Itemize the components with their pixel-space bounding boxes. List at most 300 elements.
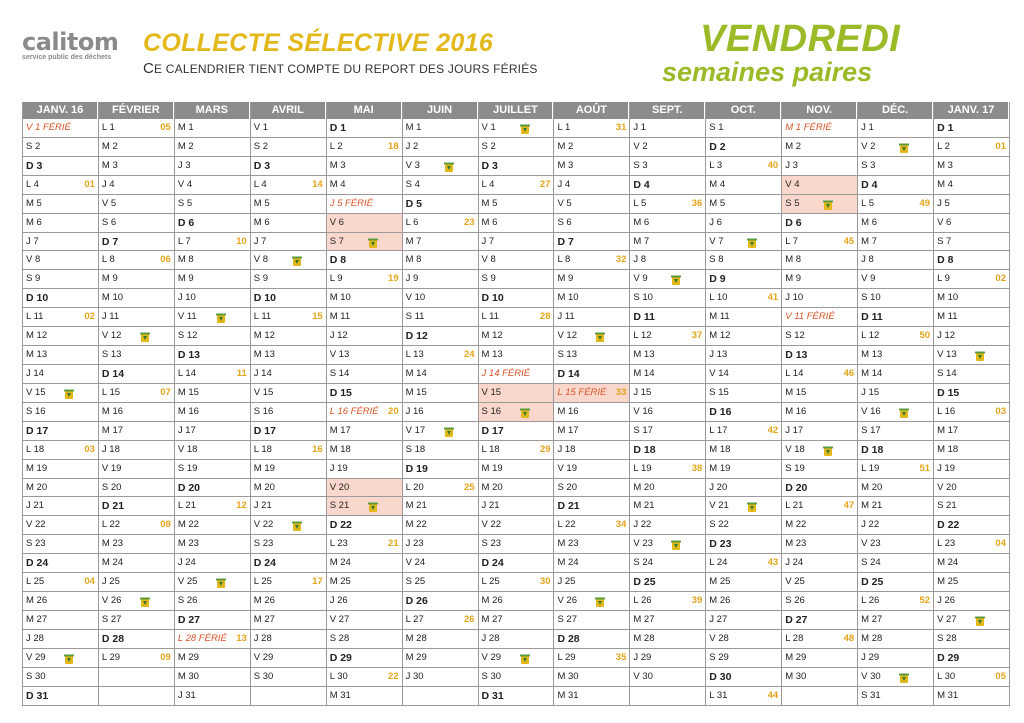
- day-cell: [23, 214, 98, 233]
- day-label: M 10: [937, 292, 959, 304]
- day-label: S 7: [329, 235, 344, 247]
- day-cell: [858, 384, 933, 403]
- day-label: M 11: [709, 311, 730, 323]
- day-label: L 27: [405, 613, 424, 625]
- day-cell: [479, 176, 554, 195]
- day-cell: [403, 176, 478, 195]
- day-label: M 5: [481, 197, 498, 209]
- day-label: S 19: [785, 462, 805, 474]
- day-cell: [403, 441, 478, 460]
- day-label: V 12: [101, 330, 122, 342]
- day-cell: [479, 554, 554, 573]
- day-label: M 23: [101, 538, 124, 550]
- day-label: D 11: [861, 311, 883, 324]
- day-cell: [858, 516, 933, 535]
- day-cell: [706, 479, 781, 498]
- day-label: M 3: [329, 159, 346, 171]
- day-cell: [327, 346, 402, 365]
- day-label: L 7: [785, 235, 799, 247]
- day-label: S 28: [329, 632, 350, 644]
- day-label: D 29: [937, 651, 960, 664]
- day-cell: [99, 119, 174, 138]
- day-cell: [554, 573, 629, 592]
- day-cell: [23, 308, 98, 327]
- day-cell: [403, 195, 478, 214]
- day-cell: [706, 138, 781, 157]
- day-label: J 28: [253, 632, 272, 644]
- day-cell: [251, 157, 326, 176]
- day-cell: [23, 687, 98, 706]
- day-label: D 18: [633, 443, 656, 456]
- day-label: M 29: [177, 651, 199, 663]
- week-number: 46: [843, 367, 855, 379]
- day-cell: [782, 668, 857, 687]
- day-cell: [99, 346, 174, 365]
- day-cell: [403, 308, 478, 327]
- day-cell: [706, 214, 781, 233]
- day-label: L 25: [481, 576, 500, 588]
- day-cell: [479, 403, 554, 422]
- day-cell: [706, 573, 781, 592]
- day-cell: [327, 554, 402, 573]
- day-cell: [934, 157, 1009, 176]
- day-label: D 29: [329, 651, 352, 664]
- day-label: V 7: [709, 235, 724, 247]
- day-cell: [23, 270, 98, 289]
- day-label: D 10: [481, 292, 504, 305]
- day-cell: [479, 516, 554, 535]
- day-cell: [706, 384, 781, 403]
- day-cell: [782, 289, 857, 308]
- day-cell: [23, 554, 98, 573]
- month-header: NOV.: [782, 102, 857, 119]
- week-number: 50: [919, 330, 931, 342]
- day-label: D 17: [481, 424, 504, 437]
- day-cell: [251, 573, 326, 592]
- day-cell: [630, 327, 705, 346]
- day-cell: [99, 668, 174, 687]
- day-label: D 27: [177, 613, 201, 626]
- month-column: [630, 102, 706, 706]
- day-label: V 20: [329, 481, 350, 493]
- day-label: D 3: [26, 159, 43, 172]
- day-label: L 30: [937, 670, 956, 682]
- day-label: S 29: [709, 651, 729, 663]
- day-label: L 16: [937, 405, 956, 417]
- day-cell: [934, 687, 1009, 706]
- day-label: J 12: [937, 330, 956, 342]
- day-label: M 23: [785, 538, 807, 550]
- month-column: [706, 102, 782, 706]
- day-cell: [706, 516, 781, 535]
- day-label: M 27: [861, 613, 883, 625]
- day-label: L 13: [405, 349, 424, 361]
- day-cell: [630, 535, 705, 554]
- day-label: S 31: [861, 689, 881, 701]
- day-cell: [479, 195, 554, 214]
- day-cell: [706, 403, 781, 422]
- day-cell: [934, 516, 1009, 535]
- day-label: M 13: [253, 349, 275, 361]
- day-cell: [706, 233, 781, 252]
- day-cell: [934, 649, 1009, 668]
- day-label: M 25: [937, 576, 959, 588]
- week-number: 34: [615, 519, 627, 531]
- recycling-bin-icon: [670, 274, 682, 285]
- day-cell: [23, 195, 98, 214]
- week-number: 11: [236, 367, 247, 379]
- day-label: J 2: [405, 140, 419, 152]
- day-label: V 23: [633, 538, 653, 550]
- week-number: 17: [312, 576, 323, 588]
- day-cell: [782, 649, 857, 668]
- day-cell: [782, 119, 857, 138]
- day-cell: [251, 516, 326, 535]
- day-cell: [706, 460, 781, 479]
- day-label: M 22: [177, 519, 199, 531]
- day-label: M 17: [937, 424, 959, 436]
- day-cell: [630, 384, 705, 403]
- day-cell: [175, 308, 250, 327]
- week-number: 07: [160, 386, 171, 398]
- week-number: 04: [84, 576, 95, 588]
- day-label: M 16: [101, 405, 124, 417]
- day-cell: [403, 668, 478, 687]
- week-number: 12: [236, 500, 247, 512]
- day-label: J 1: [861, 122, 874, 133]
- day-label: M 27: [633, 613, 655, 625]
- day-label: M 15: [405, 386, 427, 398]
- day-cell: [175, 384, 250, 403]
- day-cell: [23, 668, 98, 687]
- day-label: V 1: [481, 122, 496, 133]
- day-label: J 4: [557, 178, 571, 190]
- day-cell: [403, 119, 478, 138]
- day-label: M 2: [177, 140, 194, 152]
- day-label: M 3: [101, 159, 118, 171]
- day-label: S 16: [481, 405, 502, 417]
- day-label: S 2: [26, 140, 41, 152]
- day-label: M 29: [405, 651, 427, 663]
- day-cell: [782, 365, 857, 384]
- month-column: [403, 102, 479, 706]
- day-cell: [403, 251, 478, 270]
- day-label: S 10: [861, 292, 881, 304]
- week-number: 38: [691, 462, 703, 474]
- day-cell: [782, 308, 857, 327]
- day-label: V 1 FÉRIÉ: [26, 122, 71, 133]
- week-number: 32: [615, 254, 627, 266]
- week-number: 40: [767, 159, 779, 171]
- day-cell: [403, 214, 478, 233]
- day-label: J 3: [177, 159, 191, 171]
- day-cell: [782, 687, 857, 706]
- day-label: M 15: [785, 386, 807, 398]
- day-cell: [99, 270, 174, 289]
- day-label: V 29: [253, 651, 274, 663]
- day-label: J 9: [405, 273, 419, 285]
- day-label: S 3: [861, 159, 876, 171]
- day-label: V 29: [481, 651, 502, 663]
- day-label: L 1: [557, 122, 571, 133]
- day-label: V 16: [633, 405, 653, 417]
- day-cell: [630, 460, 705, 479]
- day-label: J 8: [861, 254, 874, 266]
- day-cell: [554, 195, 629, 214]
- day-label: L 4: [481, 178, 495, 190]
- day-label: L 12: [861, 330, 880, 342]
- day-cell: [175, 535, 250, 554]
- day-cell: [706, 308, 781, 327]
- day-label: M 9: [101, 273, 118, 285]
- day-cell: [99, 573, 174, 592]
- day-cell: [858, 233, 933, 252]
- day-label: L 2: [937, 140, 950, 152]
- day-cell: [630, 138, 705, 157]
- day-cell: [630, 516, 705, 535]
- day-label: L 11: [26, 311, 44, 323]
- day-label: L 1: [101, 122, 115, 133]
- recycling-bin-icon: [291, 255, 303, 266]
- day-label: L 7: [177, 235, 191, 247]
- day-label: D 2: [709, 140, 726, 153]
- day-cell: [99, 516, 174, 535]
- week-number: 28: [539, 311, 551, 323]
- day-label: S 21: [329, 500, 350, 512]
- day-cell: [327, 460, 402, 479]
- day-cell: [23, 403, 98, 422]
- day-cell: [554, 554, 629, 573]
- day-label: D 14: [101, 367, 125, 380]
- day-cell: [175, 497, 250, 516]
- day-cell: [327, 497, 402, 516]
- day-label: M 16: [785, 405, 807, 417]
- day-label: S 4: [405, 178, 420, 190]
- day-label: S 2: [253, 140, 269, 152]
- day-cell: [99, 441, 174, 460]
- day-label: L 23: [329, 538, 348, 550]
- day-cell: [782, 176, 857, 195]
- day-cell: [782, 346, 857, 365]
- day-label: J 30: [405, 670, 424, 682]
- day-label: V 5: [101, 197, 117, 209]
- day-cell: [479, 233, 554, 252]
- day-label: V 25: [177, 576, 198, 588]
- week-number: 49: [919, 197, 931, 209]
- day-label: S 12: [177, 330, 198, 342]
- day-cell: [554, 479, 629, 498]
- day-cell: [327, 592, 402, 611]
- day-cell: [706, 422, 781, 441]
- day-cell: [327, 422, 402, 441]
- day-label: S 20: [101, 481, 122, 493]
- week-number: 05: [995, 670, 1006, 682]
- day-label: J 19: [329, 462, 348, 474]
- day-cell: [706, 497, 781, 516]
- day-cell: [934, 308, 1009, 327]
- day-label: L 16 FÉRIÉ: [329, 405, 379, 417]
- day-label: D 17: [26, 424, 49, 437]
- day-label: M 13: [481, 349, 503, 361]
- week-parity-title: semaines paires: [662, 57, 873, 87]
- day-label: M 20: [253, 481, 275, 493]
- day-cell: [251, 233, 326, 252]
- day-cell: [327, 270, 402, 289]
- day-label: D 7: [101, 235, 119, 248]
- day-cell: [23, 119, 98, 138]
- day-cell: [858, 176, 933, 195]
- recycling-bin-icon: [746, 237, 758, 248]
- day-cell: [99, 138, 174, 157]
- day-cell: [403, 479, 478, 498]
- day-cell: [175, 516, 250, 535]
- day-label: D 4: [633, 178, 650, 191]
- day-cell: [403, 573, 478, 592]
- day-label: J 10: [785, 292, 804, 304]
- day-cell: [706, 119, 781, 138]
- day-label: L 4: [26, 178, 39, 190]
- day-cell: [479, 119, 554, 138]
- day-label: D 20: [177, 481, 201, 494]
- day-label: J 17: [785, 424, 804, 436]
- day-cell: [175, 327, 250, 346]
- day-label: L 23: [937, 538, 956, 550]
- day-cell: [858, 119, 933, 138]
- day-cell: [934, 214, 1009, 233]
- day-label: D 31: [481, 689, 504, 702]
- day-label: L 8: [557, 254, 571, 266]
- day-cell: [23, 176, 98, 195]
- week-number: 24: [463, 349, 475, 361]
- day-cell: [782, 270, 857, 289]
- day-label: M 9: [785, 273, 802, 285]
- day-cell: [554, 592, 629, 611]
- day-label: D 26: [405, 595, 428, 608]
- day-label: M 16: [177, 405, 199, 417]
- recycling-bin-icon: [519, 653, 531, 664]
- day-cell: [782, 516, 857, 535]
- day-label: V 27: [329, 613, 350, 625]
- day-cell: [251, 592, 326, 611]
- day-label: V 2: [633, 140, 648, 152]
- day-label: V 14: [709, 367, 729, 379]
- day-cell: [782, 497, 857, 516]
- recycling-bin-icon: [519, 123, 531, 134]
- day-cell: [630, 346, 705, 365]
- day-cell: [175, 365, 250, 384]
- day-cell: [706, 195, 781, 214]
- week-number: 43: [767, 557, 779, 569]
- day-cell: [23, 384, 98, 403]
- day-cell: [479, 649, 554, 668]
- day-label: M 4: [937, 178, 953, 190]
- week-number: 18: [388, 140, 399, 152]
- day-label: D 6: [785, 216, 802, 229]
- day-label: M 10: [101, 292, 124, 304]
- day-label: M 13: [633, 349, 655, 361]
- day-label: S 8: [709, 254, 724, 266]
- day-cell: [706, 687, 781, 706]
- day-label: V 26: [557, 595, 577, 607]
- day-label: M 8: [405, 254, 422, 266]
- week-number: 25: [463, 481, 475, 493]
- day-label: V 30: [633, 670, 653, 682]
- day-cell: [327, 687, 402, 706]
- day-cell: [175, 611, 250, 630]
- day-label: M 19: [709, 462, 731, 474]
- day-cell: [782, 327, 857, 346]
- day-cell: [99, 327, 174, 346]
- day-cell: [554, 346, 629, 365]
- day-cell: [706, 157, 781, 176]
- day-label: V 8: [253, 254, 269, 266]
- day-cell: [175, 573, 250, 592]
- recycling-bin-icon: [898, 672, 910, 683]
- day-label: D 22: [937, 519, 960, 532]
- day-label: M 13: [861, 349, 883, 361]
- day-label: S 14: [329, 367, 350, 379]
- day-cell: [630, 270, 705, 289]
- recycling-bin-icon: [63, 653, 75, 664]
- logo-word: calitom: [22, 28, 119, 56]
- day-label: L 29: [557, 651, 576, 663]
- month-header: JANV. 16: [23, 102, 98, 119]
- day-cell: [934, 251, 1009, 270]
- day-label: L 9: [937, 273, 950, 285]
- day-cell: [858, 327, 933, 346]
- day-cell: [403, 138, 478, 157]
- day-label: V 24: [405, 557, 426, 569]
- day-label: M 20: [861, 481, 883, 493]
- day-label: M 6: [253, 216, 270, 228]
- collection-day-title: VENDREDI: [700, 18, 901, 60]
- month-header: JUIN: [403, 102, 478, 119]
- day-label: V 1: [253, 122, 269, 133]
- recycling-bin-icon: [367, 501, 379, 512]
- day-cell: [99, 365, 174, 384]
- day-cell: [782, 592, 857, 611]
- month-column: [251, 102, 327, 706]
- week-number: 48: [843, 632, 855, 644]
- day-label: M 2: [101, 140, 118, 152]
- day-cell: [23, 460, 98, 479]
- day-label: D 9: [709, 273, 726, 286]
- day-label: J 26: [329, 595, 348, 607]
- day-cell: [630, 195, 705, 214]
- day-cell: [327, 233, 402, 252]
- day-label: D 10: [26, 292, 49, 305]
- day-label: M 12: [253, 330, 275, 342]
- day-label: S 17: [861, 424, 881, 436]
- day-label: V 29: [26, 651, 46, 663]
- day-cell: [554, 630, 629, 649]
- day-cell: [327, 573, 402, 592]
- day-label: V 13: [937, 349, 957, 361]
- logo-subtitle: service public des déchets: [22, 54, 112, 61]
- day-cell: [630, 554, 705, 573]
- day-label: M 24: [557, 557, 579, 569]
- day-cell: [99, 176, 174, 195]
- day-label: M 31: [937, 689, 959, 701]
- day-cell: [99, 649, 174, 668]
- day-cell: [251, 270, 326, 289]
- month-column: [327, 102, 403, 706]
- day-label: S 16: [26, 405, 46, 417]
- day-cell: [934, 573, 1009, 592]
- day-cell: [554, 251, 629, 270]
- day-cell: [554, 535, 629, 554]
- day-cell: [479, 365, 554, 384]
